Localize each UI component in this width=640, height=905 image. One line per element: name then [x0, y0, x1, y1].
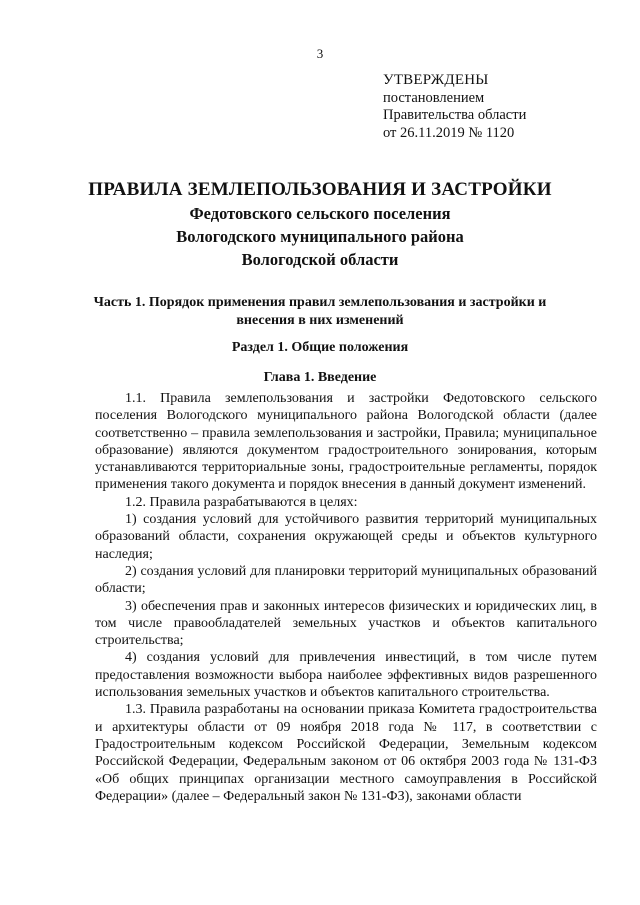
document-subtitle-region: Вологодской области: [241, 250, 399, 269]
approval-stamp-block: [383, 72, 613, 142]
paragraph-1-2: 1.2. Правила разрабатываются в целях:: [125, 494, 358, 510]
part-heading: Часть 1. Порядок применения правил землепользования и застройки и внесения в них изменений: [93, 295, 547, 328]
chapter-heading: Глава 1. Введение: [263, 370, 377, 385]
list-item-3: 3) обеспечения прав и законных интересов физических и юридических лиц, в том числе правообладателей земельных участков и объектов капитального строительства;: [95, 598, 597, 649]
body-text: [95, 390, 597, 805]
list-item-1: 1) создания условий для устойчивого развития территорий муниципальных образований области, сохранения окружающей среды и объектов культурного наследия;: [95, 512, 597, 562]
page-number: 3: [316, 46, 324, 61]
approval-line-resolution: постановлением: [383, 89, 485, 106]
document-title-block: [40, 178, 600, 271]
approval-line-date-number: от 26.11.2019 № 1120: [383, 124, 515, 141]
document-subtitle-settlement: Федотовского сельского поселения: [189, 204, 451, 223]
approval-line-government: Правительства области: [383, 107, 527, 123]
paragraph-1-1: 1.1. Правила землепользования и застройки Федотовского сельского поселения Вологодского муниципального района Вологодской области (далее соответственно – правила землепользования и застройки, Правила; муниципальное образование) являются документом градостроительного зонирования, которым устанавливаются территориальные зоны, градостроительные регламенты, порядок применения такого документа и порядок внесения в данный документ изменений.: [95, 391, 597, 493]
document-title: ПРАВИЛА ЗЕМЛЕПОЛЬЗОВАНИЯ И ЗАСТРОЙКИ: [88, 179, 552, 200]
paragraph-1-3: 1.3. Правила разработаны на основании приказа Комитета градостроительства и архитектуры области от 09 ноября 2018 года № 117, в соответствии с Градостроительным кодексом Российской Федерации, Земельным кодексом Российской Федерации, Федеральным законом от 06 октября 2003 года № 131-ФЗ «Об общих принципах организации местного самоуправления в Российской Федерации» (далее – Федеральный закон № 131-ФЗ), законами области: [95, 702, 597, 804]
list-item-2: 2) создания условий для планировки территорий муниципальных образований области;: [95, 563, 597, 597]
approval-line-approved: УТВЕРЖДЕНЫ: [383, 72, 489, 88]
document-subtitle-district: Вологодского муниципального района: [176, 227, 464, 246]
section-heading: Раздел 1. Общие положения: [231, 340, 409, 355]
list-item-4: 4) создания условий для привлечения инвестиций, в том числе путем предоставления возможности выбора наиболее эффективных видов разрешенного использования земельных участков и объектов капитального строительства.: [95, 650, 597, 701]
